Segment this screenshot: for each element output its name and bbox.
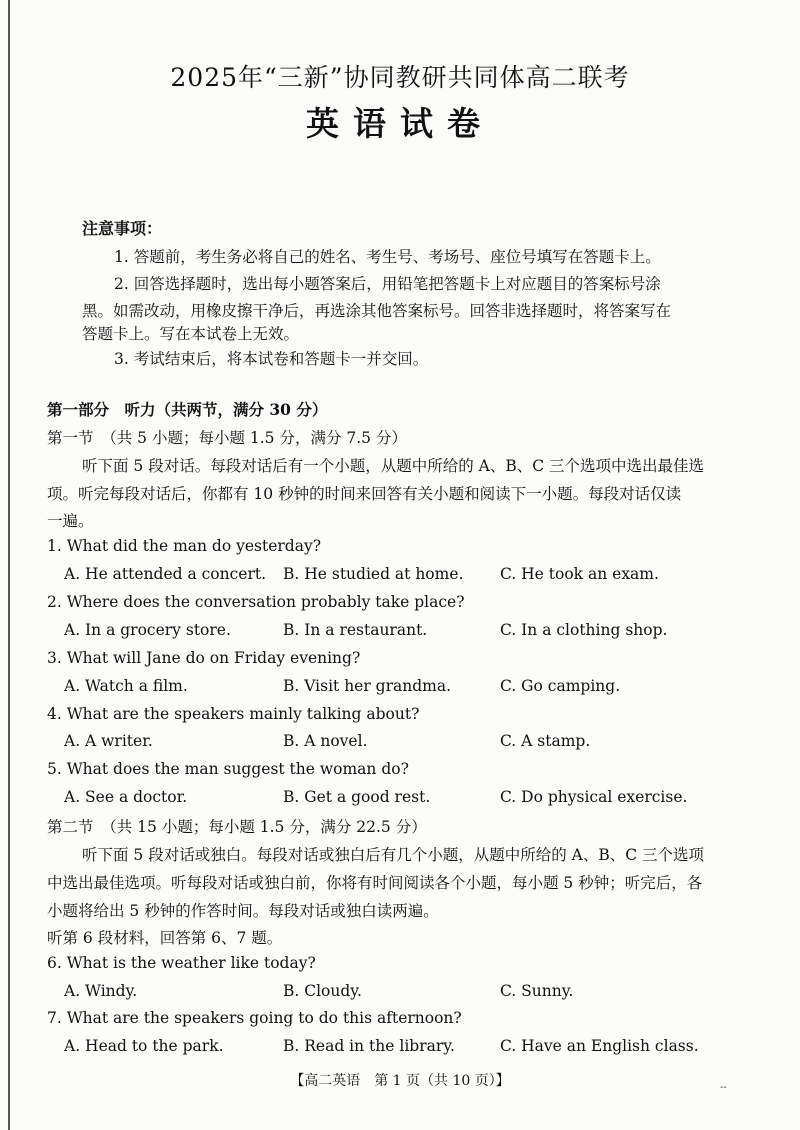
left-margin-line — [8, 0, 10, 1130]
q7-option-b: B. Read in the library. — [283, 1037, 455, 1055]
q3-option-c: C. Go camping. — [500, 677, 621, 695]
q4-option-c: C. A stamp. — [500, 732, 591, 750]
q6-option-c: C. Sunny. — [500, 982, 574, 1000]
section2-heading: 第二节 （共 15 小题；每小题 1.5 分，满分 22.5 分） — [47, 818, 427, 836]
q3-option-a: A. Watch a film. — [64, 677, 188, 695]
section2-instruction-2: 中选出最佳选项。听每段对话或独白前，你将有时间阅读各个小题，每小题 5 秒钟；听完后，各 — [47, 874, 703, 892]
material-6-instruction: 听第 6 段材料，回答第 6、7 题。 — [47, 929, 283, 947]
q6-option-b: B. Cloudy. — [283, 982, 362, 1000]
corner-mark: -- — [720, 1082, 727, 1093]
q5-option-c: C. Do physical exercise. — [500, 788, 688, 806]
part1-heading: 第一部分 听力（共两节，满分 30 分） — [47, 400, 328, 419]
section2-instruction-1: 听下面 5 段对话或独白。每段对话或独白后有几个小题，从题中所给的 A、B、C 三个选项 — [82, 846, 705, 864]
notice-line-2b: 黑。如需改动，用橡皮擦干净后，再选涂其他答案标号。回答非选择题时，将答案写在 — [82, 302, 672, 320]
q7-option-c: C. Have an English class. — [500, 1037, 699, 1055]
q7-option-a: A. Head to the park. — [64, 1037, 224, 1055]
question-2: 2. Where does the conversation probably take place? — [47, 593, 465, 611]
question-3: 3. What will Jane do on Friday evening? — [47, 649, 361, 667]
notice-line-2a: 2. 回答选择题时，选出每小题答案后，用铅笔把答题卡上对应题目的答案标号涂 — [114, 275, 661, 293]
q3-option-b: B. Visit her grandma. — [283, 677, 452, 695]
q2-option-a: A. In a grocery store. — [64, 621, 231, 639]
q2-option-c: C. In a clothing shop. — [500, 621, 668, 639]
exam-title: 2025年“三新”协同教研共同体高二联考 — [170, 63, 630, 92]
q2-option-b: B. In a restaurant. — [283, 621, 428, 639]
q4-option-a: A. A writer. — [64, 732, 153, 750]
q5-option-a: A. See a doctor. — [64, 788, 188, 806]
question-5: 5. What does the man suggest the woman do? — [47, 760, 409, 778]
q1-option-c: C. He took an exam. — [500, 565, 659, 583]
section1-heading: 第一节 （共 5 小题；每小题 1.5 分，满分 7.5 分） — [47, 429, 407, 447]
section1-instruction-3: 一遍。 — [47, 512, 94, 530]
question-1: 1. What did the man do yesterday? — [47, 537, 322, 555]
page-footer: 【高二英语 第 1 页（共 10 页）】 — [290, 1073, 510, 1089]
notice-line-1: 1. 答题前，考生务必将自己的姓名、考生号、考场号、座位号填写在答题卡上。 — [114, 248, 661, 266]
q1-option-b: B. He studied at home. — [283, 565, 464, 583]
notice-line-3: 3. 考试结束后，将本试卷和答题卡一并交回。 — [114, 350, 429, 368]
exam-subject-title: 英语试卷 — [306, 104, 494, 143]
section1-instruction-2: 项。听完每段对话后，你都有 10 秒钟的时间来回答有关小题和阅读下一小题。每段对话仅读 — [47, 485, 682, 503]
section1-instruction-1: 听下面 5 段对话。每段对话后有一个小题，从题中所给的 A、B、C 三个选项中选出最佳选 — [82, 457, 705, 475]
section2-instruction-3: 小题将给出 5 秒钟的作答时间。每段对话或独白读两遍。 — [47, 902, 439, 920]
q5-option-b: B. Get a good rest. — [283, 788, 431, 806]
q1-option-a: A. He attended a concert. — [64, 565, 267, 583]
notice-heading: 注意事项： — [82, 219, 163, 238]
question-7: 7. What are the speakers going to do this afternoon? — [47, 1009, 462, 1027]
question-6: 6. What is the weather like today? — [47, 954, 316, 972]
question-4: 4. What are the speakers mainly talking about? — [47, 705, 420, 723]
q6-option-a: A. Windy. — [64, 982, 138, 1000]
notice-line-2c: 答题卡上。写在本试卷上无效。 — [82, 325, 300, 343]
q4-option-b: B. A novel. — [283, 732, 368, 750]
